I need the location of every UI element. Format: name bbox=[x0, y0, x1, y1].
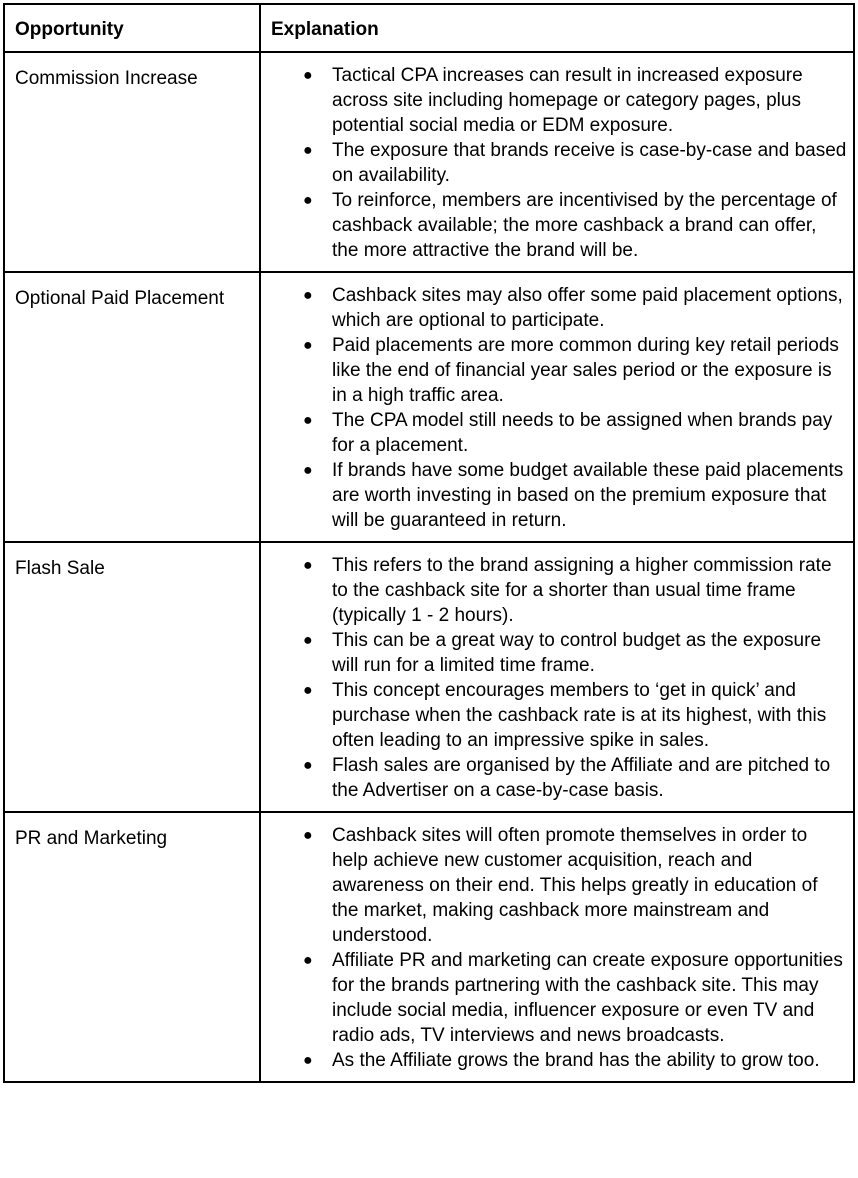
opportunity-cell: Optional Paid Placement bbox=[4, 272, 260, 542]
bullet-text: The CPA model still needs to be assigned when brands pay for a placement. bbox=[332, 410, 833, 456]
list-item bbox=[261, 138, 853, 188]
bullet-dot-icon: ● bbox=[303, 412, 313, 429]
bullet-text: Flash sales are organised by the Affiliate and are pitched to the Advertiser on a case-by-case basis. bbox=[332, 755, 831, 801]
explanation-cell bbox=[260, 812, 854, 1082]
bullet-list bbox=[261, 283, 853, 533]
opportunity-cell: Flash Sale bbox=[4, 542, 260, 812]
list-item bbox=[261, 823, 853, 948]
table-row bbox=[4, 52, 854, 272]
bullet-dot-icon: ● bbox=[303, 952, 313, 969]
list-item bbox=[261, 553, 853, 628]
opportunity-cell: PR and Marketing bbox=[4, 812, 260, 1082]
bullet-text: Paid placements are more common during key retail periods like the end of financial year sales period or the exposure is in a high traffic area. bbox=[332, 335, 839, 406]
bullet-text: Cashback sites may also offer some paid placement options, which are optional to participate. bbox=[332, 285, 843, 331]
bullet-dot-icon: ● bbox=[303, 337, 313, 354]
bullet-dot-icon: ● bbox=[303, 142, 313, 159]
bullet-list bbox=[261, 553, 853, 803]
opportunity-cell: Commission Increase bbox=[4, 52, 260, 272]
bullet-dot-icon: ● bbox=[303, 827, 313, 844]
bullet-text: Affiliate PR and marketing can create exposure opportunities for the brands partnering with the cashback site. This may include social media, influencer exposure or even TV and radio ads, TV interviews and news broadcasts. bbox=[332, 950, 843, 1046]
bullet-dot-icon: ● bbox=[303, 192, 313, 209]
bullet-dot-icon: ● bbox=[303, 557, 313, 574]
bullet-dot-icon: ● bbox=[303, 67, 313, 84]
opportunity-table bbox=[3, 3, 855, 1083]
bullet-list bbox=[261, 63, 853, 263]
list-item bbox=[261, 408, 853, 458]
bullet-dot-icon: ● bbox=[303, 757, 313, 774]
bullet-list bbox=[261, 823, 853, 1073]
list-item bbox=[261, 333, 853, 408]
explanation-cell bbox=[260, 272, 854, 542]
header-explanation: Explanation bbox=[260, 4, 854, 52]
bullet-text: To reinforce, members are incentivised by the percentage of cashback available; the more cashback a brand can offer, the more attractive the brand will be. bbox=[332, 190, 837, 261]
bullet-dot-icon: ● bbox=[303, 682, 313, 699]
table-row bbox=[4, 542, 854, 812]
list-item bbox=[261, 753, 853, 803]
bullet-dot-icon: ● bbox=[303, 1052, 313, 1069]
bullet-text: This concept encourages members to ‘get in quick’ and purchase when the cashback rate is at its highest, with this often leading to an impressive spike in sales. bbox=[332, 680, 827, 751]
table-row bbox=[4, 272, 854, 542]
list-item bbox=[261, 1048, 853, 1073]
header-opportunity: Opportunity bbox=[4, 4, 260, 52]
list-item bbox=[261, 188, 853, 263]
explanation-cell bbox=[260, 542, 854, 812]
table-header-row bbox=[4, 4, 854, 52]
bullet-text: This can be a great way to control budget as the exposure will run for a limited time frame. bbox=[332, 630, 822, 676]
list-item bbox=[261, 283, 853, 333]
bullet-text: Cashback sites will often promote themselves in order to help achieve new customer acquisition, reach and awareness on their end. This helps greatly in education of the market, making cashback more mainstream and understood. bbox=[332, 825, 818, 946]
list-item bbox=[261, 628, 853, 678]
bullet-text: As the Affiliate grows the brand has the ability to grow too. bbox=[332, 1050, 820, 1071]
list-item bbox=[261, 678, 853, 753]
bullet-dot-icon: ● bbox=[303, 462, 313, 479]
list-item bbox=[261, 458, 853, 533]
bullet-text: This refers to the brand assigning a higher commission rate to the cashback site for a shorter than usual time frame (typically 1 - 2 hours). bbox=[332, 555, 832, 626]
list-item bbox=[261, 948, 853, 1048]
bullet-dot-icon: ● bbox=[303, 632, 313, 649]
table-row bbox=[4, 812, 854, 1082]
bullet-dot-icon: ● bbox=[303, 287, 313, 304]
explanation-cell bbox=[260, 52, 854, 272]
bullet-text: If brands have some budget available these paid placements are worth investing in based on the premium exposure that will be guaranteed in return. bbox=[332, 460, 844, 531]
table-body bbox=[4, 52, 854, 1082]
list-item bbox=[261, 63, 853, 138]
bullet-text: Tactical CPA increases can result in increased exposure across site including homepage or category pages, plus potential social media or EDM exposure. bbox=[332, 65, 803, 136]
bullet-text: The exposure that brands receive is case-by-case and based on availability. bbox=[332, 140, 847, 186]
